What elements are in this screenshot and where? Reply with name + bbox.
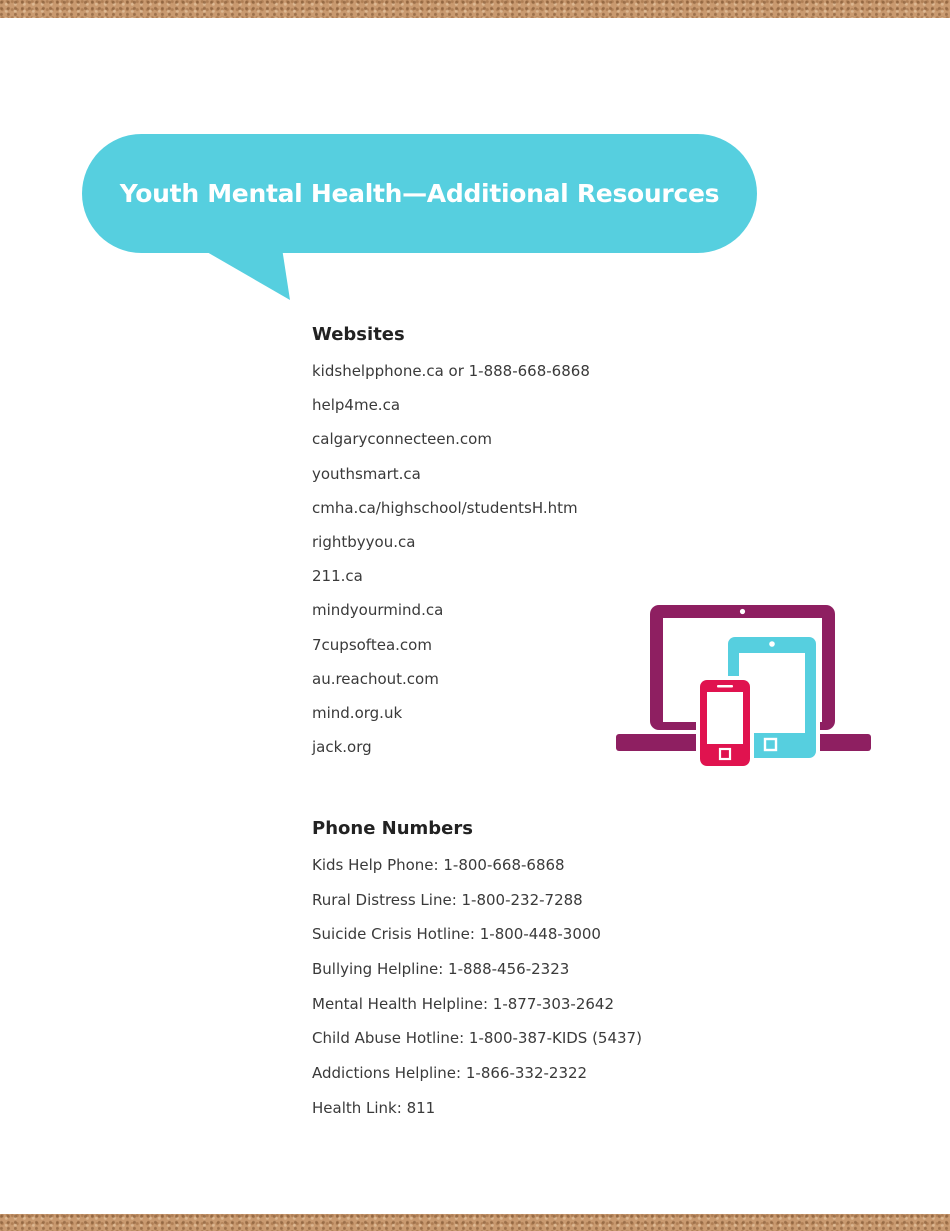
phone-number-item: Rural Distress Line: 1-800-232-7288 [312,890,583,909]
website-link[interactable]: calgaryconnecteen.com [312,430,492,449]
phone-numbers-heading: Phone Numbers [312,818,473,839]
page-title: Youth Mental Health—Additional Resources [119,179,720,208]
phone-number-item: Kids Help Phone: 1-800-668-6868 [312,856,565,874]
phone-number-item: Addictions Helpline: 1-866-332-2322 [312,1064,588,1083]
title-bubble [82,134,757,253]
phone-number-item: Suicide Crisis Hotline: 1-800-448-3000 [312,925,601,944]
website-link[interactable]: help4me.ca [312,396,401,415]
website-link[interactable]: 7cupsoftea.com [312,635,432,654]
phone-number-item: Health Link: 811 [312,1098,436,1117]
phone-numbers-section [312,818,642,1133]
websites-list [312,361,590,757]
website-link[interactable]: rightbyyou.ca [312,532,416,551]
website-link[interactable]: kidshelpphone.ca or 1-888-668-6868 [312,362,590,380]
phone-numbers-list [312,855,642,1118]
websites-section [312,324,590,771]
website-link[interactable]: youthsmart.ca [312,464,421,483]
website-link[interactable]: mind.org.uk [312,703,403,722]
websites-heading: Websites [312,324,405,345]
website-link[interactable]: 211.ca [312,567,363,586]
speech-bubble-tail [200,248,295,303]
devices-icon [615,602,873,770]
website-link[interactable]: mindyourmind.ca [312,601,444,620]
phone-number-item: Mental Health Helpline: 1-877-303-2642 [312,994,615,1013]
website-link[interactable]: jack.org [312,738,372,757]
website-link[interactable]: au.reachout.com [312,669,439,688]
phone-number-item: Bullying Helpline: 1-888-456-2323 [312,960,570,979]
website-link[interactable]: cmha.ca/highschool/studentsH.htm [312,498,578,517]
cork-border-bottom [0,1214,950,1231]
cork-border-top [0,0,950,18]
phone-number-item: Child Abuse Hotline: 1-800-387-KIDS (5437) [312,1029,642,1048]
